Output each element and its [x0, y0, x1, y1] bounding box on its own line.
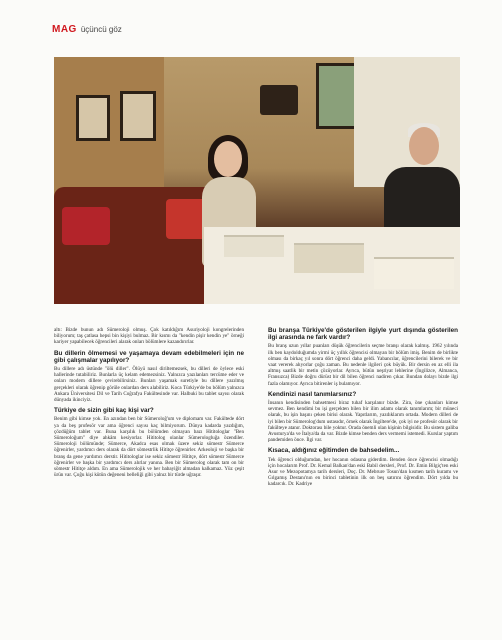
- man-face: [409, 127, 439, 165]
- brand-logo: MAG: [52, 24, 77, 35]
- right-column: [268, 327, 458, 492]
- wall-frame-1: [76, 95, 110, 141]
- paragraph: altı: Bizde bunun adı Sümeroloji olmuş. Çok katıldığım Asuriyoloji kongrelerinden biliyorum; taş çatlasa hepsi bin kişiyi bulmaz. Bir kısmı da "kendin pişir kendin ye" örneği kariyer yapabilecek öğrencileri alarak onları bölümlere kazandırırlar.: [54, 327, 244, 346]
- paper-stack: [374, 257, 454, 289]
- wall-frame-2: [120, 91, 156, 141]
- paragraph: Tek öğrenci olduğumdan, her hocanın odasına giderdim. Benden önce öğrencisi olmadığı için hocalarım Prof. Dr. Kemal Balkan'dan eski Babil dersleri, Prof. Dr. Emin Bilgiç'ten eski Asur ve Mezopotamya tarih dersleri, Doç. Dr. Mebrure Tosun'dan kısmen tarih kuramı ve Gılgamış Destanı'nın en birinci tabletinin ilk on beş satırını öğrendim. Dört yılda bu kadarcık. Dr. Kadriye: [268, 456, 458, 488]
- book-stack-1: [224, 235, 284, 257]
- question-heading: Bu branşa Türkiye'de gösterilen ilgiyle yurt dışında gösterilen ilgi arasında ne fark vardır?: [268, 327, 458, 342]
- paragraph: Benim gibi kimse yok. En azından ben bir Sümeroloğ'um ve diplomam var. Fakültede dört ya da beş profesör var ama öğrenci sayısı kaç bilmiyorum. Dünya kadarda yazdığım, çözdüğüm tablet var. Buna karşılık bu bölümden olmayan bazı Hititologlar "Ben Sümeroloğum" diye ahkâm kesiyorlar. Hititolog olanlar Sümerologluğa özendiler. Sümeroloji bölümünde; Sümerce, Akadca esas olmak üzere sekiz sömestr Sümerce öğrenirler, yardımcı ders olarak da dört sömestrlik Hititçe öğrenirler. Arkeoloji ve başka bir branş da gene yardımcı derstir. Hititologlar ise sekiz sömestr Hititçe, dört sömestr Sümerce öğrenirler ve başka bir yardımcı ders alırlar yanına. Ben bir Sümerolog olarak tam on bir sömestr Hititçe aldım. En ama Sümerolojik ve her babayiğit almadan kalkamaz. Yüz çeşit ürün var. Çoğu kişi kütün değeneni belleliği gibi yalnız bir türde uğraşır.: [54, 416, 244, 479]
- section-title: üçüncü göz: [80, 25, 122, 34]
- lamp-shade: [260, 85, 298, 115]
- woman-face: [214, 141, 242, 177]
- red-pillow-1: [62, 207, 110, 245]
- paragraph: Bu branş uzun yıllar puanları düşük öğrencilerin seçme branşı olarak kalmış. 1962 yılında ilk ben kaydolduğumda yirmi üç yıllık öğrencisi olmayan bir bölüm imiş. Benim de birlikte olması da birkaç yıl sonra dört öğrenci daha geldi. Yabancılar, öğrencilerini bilerek ve bir vaat vererek alıyorlar çoğu zaman. Bu nedenle ilgileri çok büyük. Bir dersin en az elli ila altmış saatlik bir metin çözüyorlar. Ayrıca, bütün neşriyat lehlerine (İngilizce, Almanca, Fransızca) Bizde doğru dürüst bir dil bilen öğrenci nadiren çıkar. Bundan dolayı bizde ilgi fazla olamıyor. Ayrıca bitirenler iş bulamıyor.: [268, 343, 458, 387]
- left-column: [54, 327, 244, 482]
- paragraph: Bu dillere adı üstünde "ölü diller". Ölüyü nasıl diriltemezsek, bu dilleri de öylece eski hallerinde tutabiliriz. Bunlarla üç kelam edemezsiniz. Yalnızca yazılanları tercüme eder ve onları modern dillere çevirebilirsiniz. Bunları yaşamak suretiyle bu dillere yazılmış gerçekleri olarak öğrenip görüle onlardan ders alabiliriz. Koca Türkiye'de bu bölüm yalnızca Ankara Üniversitesi Dil ve Tarih Coğrafya Fakültesinde var. Halbuki bu tablet sayısı olarak dünyada ikinciyiz.: [54, 366, 244, 404]
- interview-photo: [54, 57, 460, 304]
- question-heading: Kendinizi nasıl tanımlarsınız?: [268, 390, 357, 398]
- magazine-header: [52, 24, 122, 35]
- question-heading: Kısaca, aldığınız eğitimden de bahsedelim...: [268, 447, 400, 455]
- question-heading: Bu dillerin ölmemesi ve yaşamaya devam edebilmeleri için ne gibi çalışmalar yapılıyor?: [54, 349, 244, 364]
- book-stack-2: [294, 243, 364, 273]
- paragraph: İnsanın kendisinden bahsetmesi biraz tuhaf karşılanır bizde. Zira, öne çıkanları kimse sevmez. Ben kendimi bu işi gerçekten bilen bir ilim adamı olarak tanımlarım; bir müneci olarak, bu işin başını çeken birisi olarak. Yapıtlarım, yazdıklarım ortada. Modern dilleri de iyi bilen bir Sümerolog'dum ustasıdır, örnek olarak İngiltere'de, çok iyi ne profesör olarak bir fakülteye atanır. Doktorası bile yoktur. Orada önemli olan kişinin bilgisidir. Bu sistem galiba Avusturya'da ve İtalya'da da var. Bizde kimse benden ders vermemi istemedi. Kurslar yaptım pandemiden önce. İlgi var.: [268, 400, 458, 444]
- question-heading: Türkiye de sizin gibi kaç kişi var?: [54, 407, 154, 415]
